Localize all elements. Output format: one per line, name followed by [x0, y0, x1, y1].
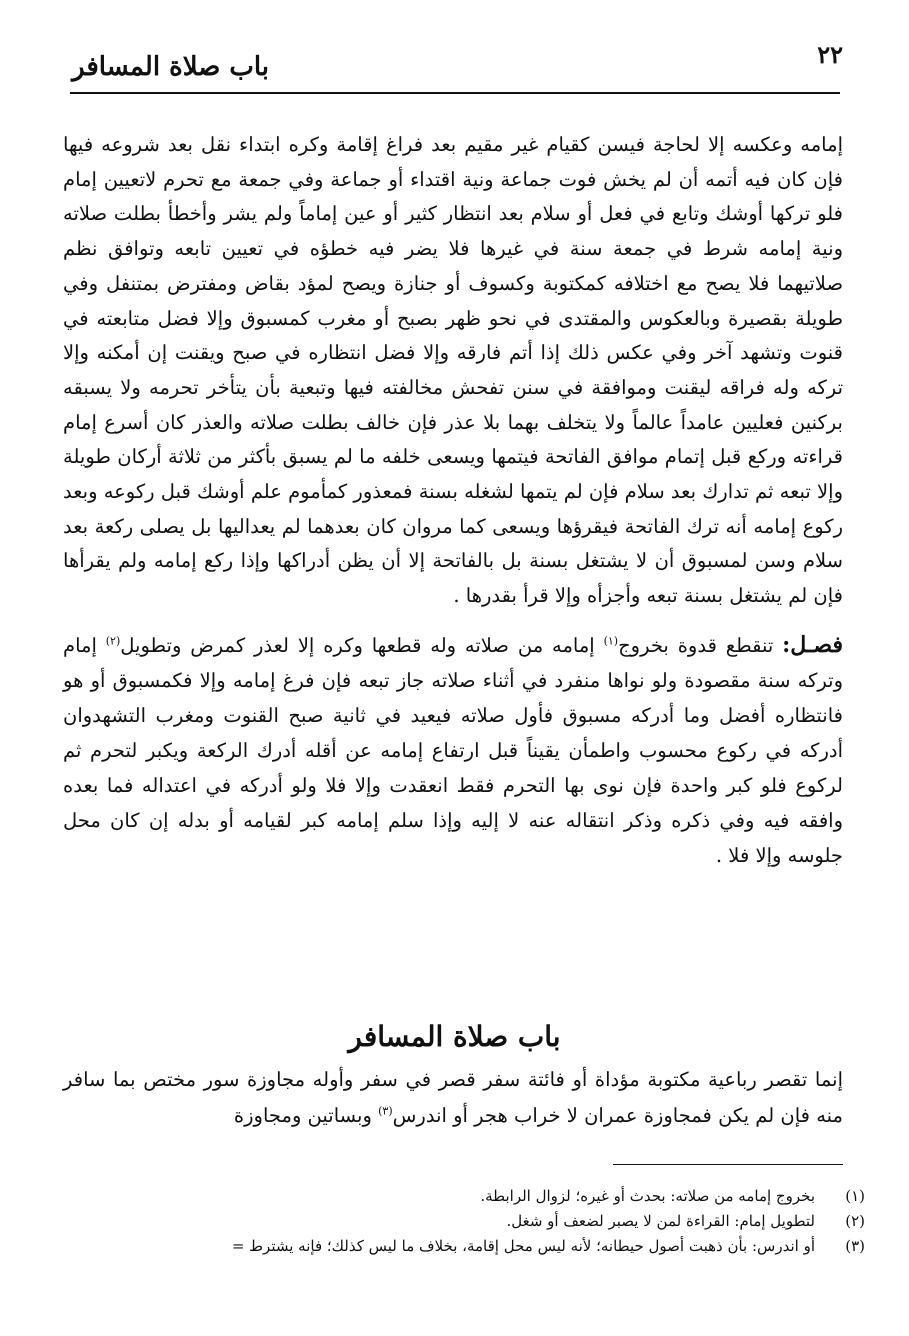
- footnote-rule: [613, 1164, 843, 1165]
- footnote-text: بخروج إمامه من صلاته: بحدث أو غيره؛ لزوال الرابطة.: [480, 1187, 815, 1205]
- fasl-text-2: إمامه من صلاته وله قطعها وكره إلا لعذر كمرض وتطويل: [120, 633, 604, 657]
- page-number: ٢٢: [817, 40, 843, 69]
- footnote-number: (١): [845, 1187, 865, 1205]
- section-body: [63, 1062, 843, 1134]
- footnote-item: [65, 1209, 865, 1234]
- footnote-text: لتطويل إمام: القراءة لمن لا يصبر لضعف أو شغل.: [506, 1212, 815, 1230]
- footnotes: [65, 1184, 865, 1259]
- section-title: باب صلاة المسافر: [348, 1020, 561, 1053]
- fasl-text-3: إمام وتركه سنة مقصودة ولو نواها منفرد في أثناء صلاته جاز تبعه فإن فرغ إمامه وإلا فكمسبوق أو هو فانتظاره أفضل وما أدركه مسبوق فأول صلاته فيعيد في ثانية صبح القنوت ومغرب التشهدوان أدركه في ركوع محسوب واطمأن يقيناً قبل ارتفاع إمامه عن أقله أدرك الركعة ويكبر لتحرم ثم لركوع فلو كبر واحدة فإن نوى بها التحرم فقط انعقدت وإلا فلا ولو أدركه في اعتداله فما بعده وافقه فيه وفي ذكره وذكر انتقاله عنه لا إليه وإذا سلم إمامه كبر لقيامه أو بدله إن كان محل جلوسه وإلا فلا .: [63, 633, 843, 867]
- paragraph-fasl: [63, 628, 843, 873]
- footnote-ref-1[interactable]: (١): [603, 634, 619, 648]
- footnote-ref-3[interactable]: (٣): [378, 1104, 393, 1118]
- fasl-text-1: تنقطع قدوة بخروج: [618, 633, 783, 657]
- section-text-2: وبساتين ومجاوزة: [233, 1104, 379, 1127]
- header-rule: [70, 92, 840, 94]
- footnote-ref-2[interactable]: (٢): [105, 634, 121, 648]
- running-head-title: باب صلاة المسافر: [72, 52, 270, 82]
- fasl-heading: فصـل:: [782, 631, 843, 658]
- footnote-item: [65, 1234, 865, 1259]
- footnote-number: (٢): [845, 1212, 865, 1230]
- section-paragraph: [63, 1062, 843, 1134]
- main-text: [63, 128, 843, 873]
- footnote-number: (٣): [845, 1237, 865, 1255]
- paragraph-imamah: إمامه وعكسه إلا لحاجة فيسن كقيام غير مقيم بعد فراغ إقامة وكره ابتداء نقل بعد شروعه فيها فإن كان فيه أتمه أن لم يخش فوت جماعة ونية اقتداء أو جماعة وفي جمعة مع تحرم لاتعيين إمام فلو تركها أوشك وتابع في فعل أو سلام بعد انتظار كثير أو عين إماماً ولم يشر وأخطأ بطلت صلاته ونية إمامه شرط في جمعة سنة في غيرها فلا يضر فيه خطؤه في تعيين تابعه وتوافق نظم صلاتيهما فلا يصح مع اختلافه كمكتوبة وكسوف أو جنازة ويصح لمؤد بقاض ومفترض بمتنفل وفي طويلة بقصيرة وبالعكوس والمقتدى في نحو ظهر بصبح أو مغرب كمسبوق وإلا فضل متابعته في قنوت وتشهد آخر وفي عكس ذلك إذا أتم فارقه وإلا فضل انتظاره في صبح ويقنت إن أمكنه وإلا تركه وله فراقه ليقنت وموافقة في سنن تفحش مخالفته فيها وتبعية بأن يتأخر تحرمه ولا يسبقه بركنين فعليين عامداً عالماً ولا يتخلف بهما بلا عذر فإن خالف بطلت صلاته والعذر كان أسرع إمام قراءته وركع قبل إتمام موافق الفاتحة فيتمها ويسعى خلفه ما لم يسبق بأكثر من ثلاثة أركان طويلة وإلا تبعه ثم تدارك بعد سلام فإن لم يتمها لشغله بسنة فمعذور كمأموم علم أوشك قبل ركوعه وبعد ركوع إمامه أنه ترك الفاتحة فيقرؤها ويسعى كما مروان كان بعدهما لم يعداليها بل يصلى ركعة بعد سلام وسن لمسبوق أن لا يشتغل بسنة بل بالفاتحة إلا أن يظن أدراكها وإذا ركع إمامه ولم يقرأها فإن لم يشتغل بسنة تبعه وأجزأه وإلا قرأ بقدرها .: [63, 133, 844, 608]
- section-text-1: إنما تقصر رباعية مكتوبة مؤداة أو فائتة سفر قصر في سفر وأوله مجاوزة سور مختص بما سافر منه فإن لم يكن فمجاوزة عمران لا خراب هجر أو اندرس: [63, 1068, 843, 1127]
- footnote-item: [65, 1184, 865, 1209]
- footnote-text: أو اندرس: بأن ذهبت أصول حيطانه؛ لأنه ليس محل إقامة، بخلاف ما ليس كذلك؛ فإنه يشترط =: [231, 1237, 815, 1255]
